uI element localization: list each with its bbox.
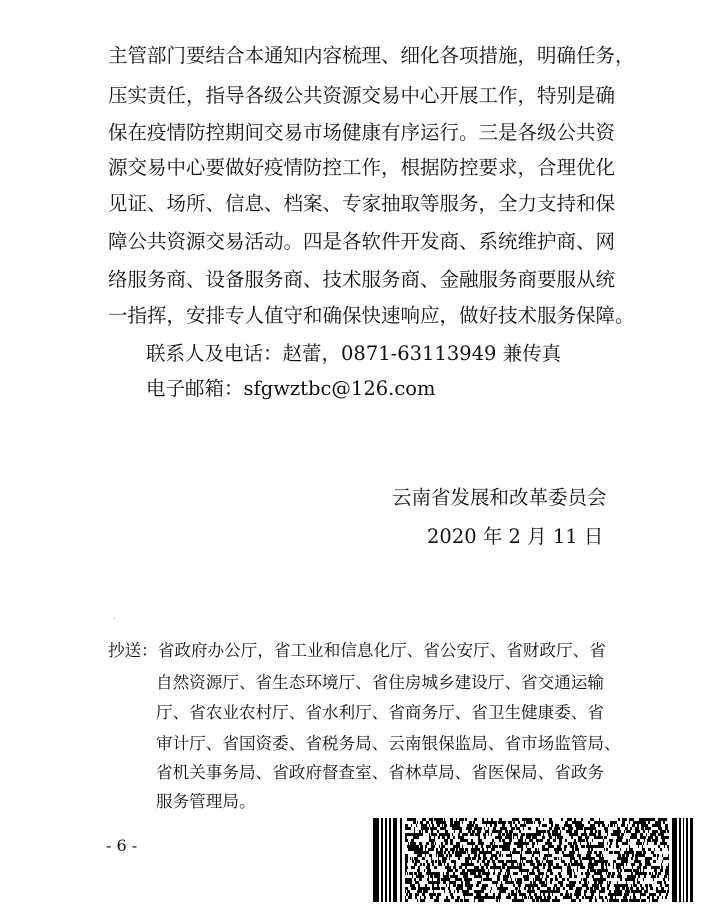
- body-line: 主管部门要结合本通知内容梳理、细化各项措施，明确任务，: [108, 44, 635, 67]
- cc-line: 服务管理局。: [156, 792, 256, 811]
- cc-line: 审计厅、省国资委、省税务局、云南银保监局、省市场监管局、: [156, 734, 621, 753]
- cc-line: 自然资源厅、省生态环境厅、省住房城乡建设厅、省交通运输: [156, 673, 605, 692]
- contact-line: 联系人及电话：赵蕾，0871-63113949 兼传真: [146, 342, 562, 365]
- barcode-graphic: [373, 818, 693, 902]
- page-number: - 6 -: [106, 836, 138, 855]
- email-line: 电子邮箱：sfgwztbc@126.com: [146, 377, 436, 400]
- scan-speck: [114, 618, 115, 619]
- body-line: 见证、场所、信息、档案、专家抽取等服务，全力支持和保: [108, 192, 616, 215]
- body-line: 络服务商、设备服务商、技术服务商、金融服务商要服从统: [108, 268, 616, 291]
- body-line: 压实责任，指导各级公共资源交易中心开展工作，特别是确: [108, 84, 616, 107]
- cc-line: 省机关事务局、省政府督查室、省林草局、省医保局、省政务: [156, 763, 605, 782]
- body-line: 障公共资源交易活动。四是各软件开发商、系统维护商、网: [108, 230, 616, 253]
- cc-line: 抄送：省政府办公厅，省工业和信息化厅、省公安厅、省财政厅、省: [108, 641, 606, 660]
- pdf417-barcode: [373, 818, 693, 902]
- issue-date: 2020 年 2 月 11 日: [427, 525, 604, 548]
- issuing-organization: 云南省发展和改革委员会: [392, 486, 607, 509]
- body-line: 保在疫情防控期间交易市场健康有序运行。三是各级公共资: [108, 121, 616, 144]
- body-line: 一指挥，安排专人值守和确保快速响应，做好技术服务保障。: [108, 304, 635, 327]
- body-line: 源交易中心要做好疫情防控工作，根据防控要求，合理优化: [108, 156, 616, 179]
- cc-line: 厅、省农业农村厅、省水利厅、省商务厅、省卫生健康委、省: [156, 703, 605, 722]
